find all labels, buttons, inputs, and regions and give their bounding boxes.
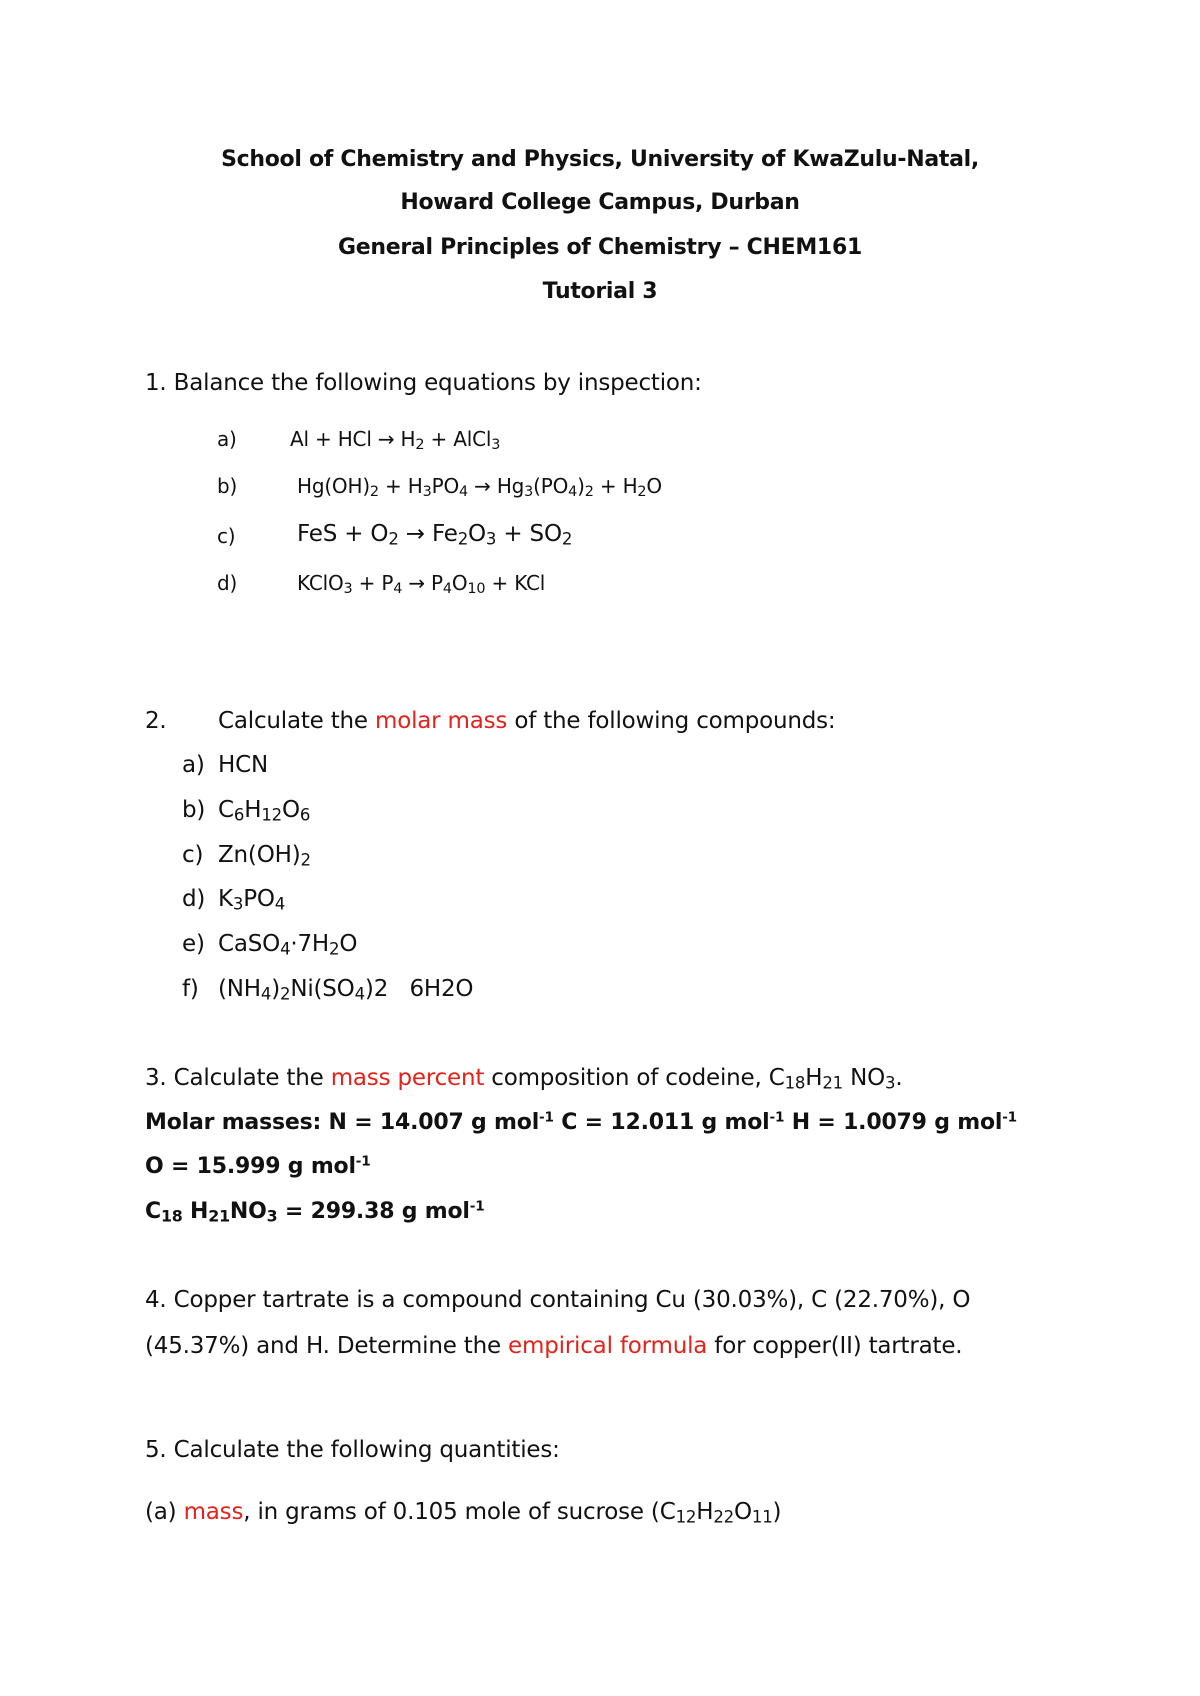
q1-item-a-label: a) (217, 427, 237, 451)
tutorial-heading: Tutorial 3 (542, 279, 658, 304)
q2-item-d-label: d) (182, 886, 206, 912)
q2-item-c-formula: $Zn(OH)_2$ (218, 842, 311, 870)
q2-item-c-label: c) (182, 842, 204, 868)
question-4-line-1: 4. Copper tartrate is a compound containing Cu (30.03%), C (22.70%), O (145, 1287, 971, 1313)
campus-heading: Howard College Campus, Durban (400, 190, 800, 215)
question-4-number: 4. (145, 1287, 167, 1313)
q1-item-a-equation: Al + HCl → $H_2$ + AlCl$_3$ (290, 427, 501, 454)
question-5-part-a: (a) mass, in grams of 0.105 mole of sucrose $(C_{12}H_{22}O_{11})$ (145, 1499, 782, 1527)
q2-item-d-formula: $K_3PO_4$ (218, 886, 286, 914)
q2-item-b-label: b) (182, 797, 206, 823)
question-1-text: Balance the following equations by inspection: (173, 370, 702, 396)
mass-percent-highlight: mass percent (330, 1065, 485, 1091)
molar-mass-highlight: molar mass (375, 708, 508, 734)
q1-item-d-label: d) (217, 571, 238, 595)
question-3: 3. Calculate the mass percent composition of codeine, $C_{18}H_{21}$ $NO_3$. (145, 1065, 903, 1093)
q1-item-c-label: c) (217, 524, 236, 548)
question-2-text: Calculate the molar mass of the following compounds: (218, 708, 836, 734)
q2-item-e-formula: $CaSO_4\cdot 7H_2O$ (218, 931, 358, 959)
question-5-number: 5. (145, 1437, 167, 1463)
question-5-text: Calculate the following quantities: (173, 1437, 560, 1463)
molar-masses-line: Molar masses: N = 14.007 g mol$^{-1}$ C = 12.011 g mol$^{-1}$ H = 1.0079 g mol$^{-1}$ (145, 1109, 1017, 1135)
mass-highlight: mass (183, 1499, 244, 1525)
question-4-line-2: (45.37%) and H. Determine the empirical formula for copper(II) tartrate. (145, 1333, 963, 1359)
oxygen-mass-line: O = 15.999 g mol$^{-1}$ (145, 1153, 371, 1179)
school-heading: School of Chemistry and Physics, University of KwaZulu-Natal, (221, 147, 979, 172)
q2-item-a-formula: HCN (218, 752, 268, 778)
q2-item-a-label: a) (182, 752, 205, 778)
question-3-number: 3. (145, 1065, 167, 1091)
q2-item-f-formula: $(NH_4)_2Ni(SO_4)2$ 6H2O (218, 976, 474, 1004)
course-heading: General Principles of Chemistry – CHEM161 (338, 235, 862, 260)
q1-item-d-equation: KClO$_3$ + $P_4 \to P_4O_{10}$ + KCl (297, 571, 546, 598)
question-5 (145, 1437, 560, 1463)
question-1 (145, 370, 702, 396)
q1-item-b-equation: $Hg(OH)_2 + H_3PO_4 \to Hg_3(PO_4)_2 + H_2O$ (297, 474, 662, 501)
empirical-formula-highlight: empirical formula (508, 1333, 708, 1359)
q2-item-e-label: e) (182, 931, 205, 957)
question-1-number: 1. (145, 370, 167, 396)
q1-item-c-equation: FeS + $O_2 \to Fe_2O_3 + SO_2$ (297, 521, 573, 549)
codeine-molar-mass-line: $C_{18}$ $H_{21}NO_3 = 299.38$ g mol$^{-1}$ (145, 1198, 485, 1226)
q2-item-b-formula: $C_6H_{12}O_6$ (218, 797, 311, 825)
q1-item-b-label: b) (217, 474, 238, 498)
q2-item-f-label: f) (182, 976, 199, 1002)
question-2-number: 2. (145, 708, 167, 734)
